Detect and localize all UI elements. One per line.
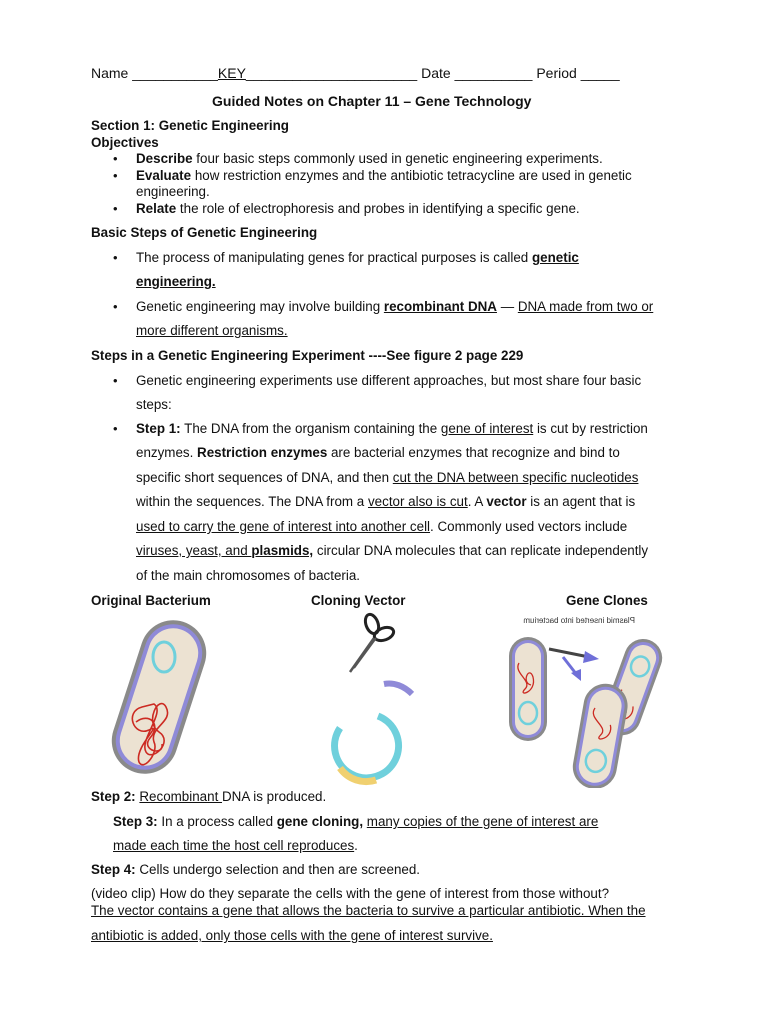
step3-line2: made each time the host cell reproduces. <box>113 838 358 853</box>
figure-label-gene-clones: Gene Clones <box>566 593 648 608</box>
bullet: • <box>113 421 118 436</box>
steps-heading: Steps in a Genetic Engineering Experiment ----See figure 2 page 229 <box>91 348 524 363</box>
step1-line4: within the sequences. The DNA from a vector also is cut. A vector is an agent that is <box>136 494 636 509</box>
bullet: • <box>113 201 118 216</box>
step1-line1: Step 1: The DNA from the organism containing the gene of interest is cut by restriction <box>136 421 648 436</box>
objective-2: Evaluate how restriction enzymes and the antibiotic tetracycline are used in genetic <box>136 168 632 183</box>
cloning-vector-illustration <box>310 610 420 790</box>
bullet: • <box>113 250 118 265</box>
bullet: • <box>113 373 118 388</box>
steps-intro: Genetic engineering experiments use different approaches, but most share four basic <box>136 373 642 388</box>
period-label: Period <box>536 65 577 81</box>
basic-item-1: The process of manipulating genes for practical purposes is called genetic <box>136 250 579 265</box>
step2: Step 2: Recombinant DNA is produced. <box>91 789 327 804</box>
figure-label-cloning-vector: Cloning Vector <box>311 593 406 608</box>
step1-line3: specific short sequences of DNA, and then cut the DNA between specific nucleotides <box>136 470 639 485</box>
name-blank-right: ______________________ <box>245 65 418 81</box>
name-value: KEY <box>217 65 246 81</box>
objective-3: Relate the role of electrophoresis and probes in identifying a specific gene. <box>136 201 580 216</box>
original-bacterium-illustration <box>104 612 214 782</box>
figure-label-original-bacterium: Original Bacterium <box>91 593 211 608</box>
bullet: • <box>113 168 118 183</box>
step1-line2: enzymes. Restriction enzymes are bacterial enzymes that recognize and bind to <box>136 445 620 460</box>
section-heading: Section 1: Genetic Engineering <box>91 118 289 133</box>
date-label: Date <box>421 65 451 81</box>
date-blank: __________ <box>454 65 533 81</box>
step4: Step 4: Cells undergo selection and then are screened. <box>91 862 421 877</box>
bullet: • <box>113 299 118 314</box>
scissors-icon <box>350 613 395 672</box>
basic-item-2-cont: more different organisms. <box>136 323 288 338</box>
basic-steps-heading: Basic Steps of Genetic Engineering <box>91 225 318 240</box>
page-title: Guided Notes on Chapter 11 – Gene Technology <box>212 93 532 109</box>
name-label: Name <box>91 65 129 81</box>
basic-item-2: Genetic engineering may involve building recombinant DNA — DNA made from two or <box>136 299 654 314</box>
period-blank: _____ <box>580 65 620 81</box>
header-line <box>91 65 620 81</box>
objective-1: Describe four basic steps commonly used in genetic engineering experiments. <box>136 151 603 166</box>
steps-intro-cont: steps: <box>136 397 172 412</box>
gene-clones-illustration <box>503 613 663 788</box>
answer-line-1: The vector contains a gene that allows the bacteria to survive a particular antibiotic. When the <box>91 903 646 918</box>
mirrored-caption: Plasmid inserted into bacterium <box>523 616 635 625</box>
video-question: (video clip) How do they separate the cells with the gene of interest from those without? <box>91 886 610 901</box>
step1-line5: used to carry the gene of interest into another cell. Commonly used vectors include <box>136 519 628 534</box>
step3-line1: Step 3: In a process called gene cloning, many copies of the gene of interest are <box>113 814 599 829</box>
bullet: • <box>113 151 118 166</box>
answer-line-2: antibiotic is added, only those cells with the gene of interest survive. <box>91 928 493 943</box>
name-blank-left: ___________ <box>132 65 218 81</box>
step1-line6: viruses, yeast, and plasmids, circular DNA molecules that can replicate independently <box>136 543 649 558</box>
step1-line7: of the main chromosomes of bacteria. <box>136 568 361 583</box>
objectives-heading: Objectives <box>91 135 159 150</box>
basic-item-1-cont: engineering. <box>136 274 216 289</box>
objective-2-cont: engineering. <box>136 184 210 199</box>
